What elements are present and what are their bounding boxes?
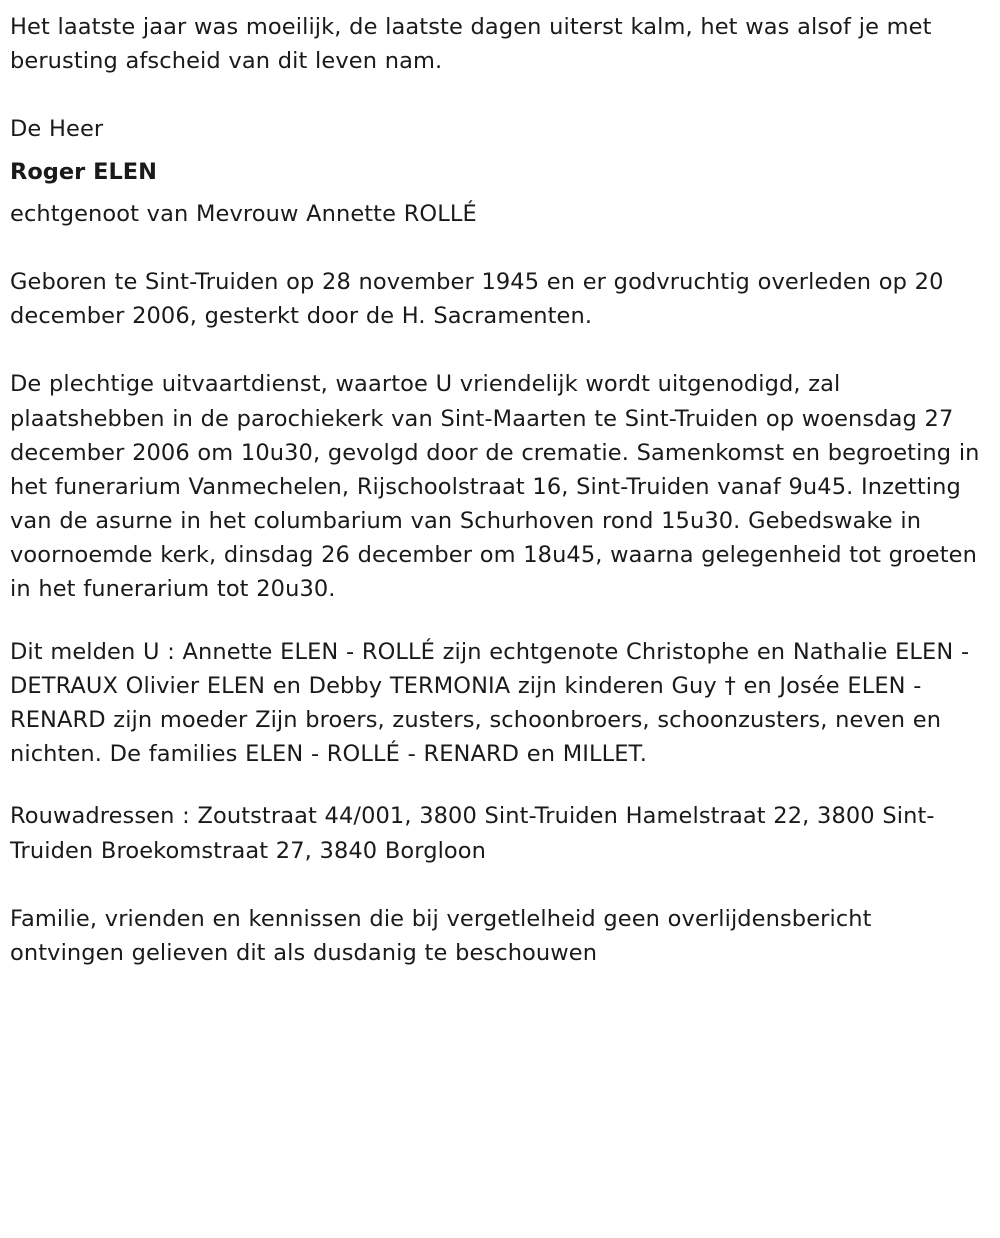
spacer (10, 333, 984, 367)
birth-death-paragraph: Geboren te Sint-Truiden op 28 november 1945 en er godvruchtig overleden op 20 december 2006, gesterkt door de H. Sacramenten. (10, 268, 944, 330)
deceased-name: Roger ELEN (10, 158, 157, 185)
spouse-line: echtgenoot van Mevrouw Annette ROLLÉ (10, 200, 477, 227)
spacer (10, 189, 984, 197)
intro-paragraph: Het laatste jaar was moeilijk, de laatste dagen uiterst kalm, het was alsof je met berusting afscheid van dit leven nam. (10, 14, 932, 75)
spacer (10, 868, 984, 902)
spacer (10, 771, 984, 799)
service-details-paragraph: De plechtige uitvaartdienst, waartoe U vriendelijk wordt uitgenodigd, zal plaatshebben in de parochiekerk van Sint-Maarten te Sint-Truiden op woensdag 27 december 2006 om 10u30, gevolgd door de crematie. Samenkomst en begroeting in het funerarium Vanmechelen, Rijschoolstraat 16, Sint-Truiden vanaf 9u45. Inzetting van de asurne in het columbarium van Schurhoven rond 15u30. Gebedswake in voornoemde kerk, dinsdag 26 december om 18u45, waarna gelegenheid tot groeten in het funerarium tot 20u30. (10, 371, 980, 603)
spacer (10, 231, 984, 265)
spacer (10, 78, 984, 112)
mourning-addresses-paragraph: Rouwadressen : Zoutstraat 44/001, 3800 Sint-Truiden Hamelstraat 22, 3800 Sint-Truiden Broekomstraat 27, 3840 Borgloon (10, 803, 935, 864)
closing-note-paragraph: Familie, vrienden en kennissen die bij vergetlelheid geen overlijdensbericht ontvingen gelieven dit als dusdanig te beschouwen (10, 905, 872, 966)
family-announcement-paragraph: Dit melden U : Annette ELEN - ROLLÉ zijn echtgenote Christophe en Nathalie ELEN - DETRAUX Olivier ELEN en Debby TERMONIA zijn kinderen Guy † en Josée ELEN - RENARD zijn moeder Zijn broers, zusters, schoonbroers, schoonzusters, neven en nichten. De families ELEN - ROLLÉ - RENARD en MILLET. (10, 638, 970, 768)
spacer (10, 607, 984, 635)
salutation-line: De Heer (10, 116, 104, 143)
spacer (10, 147, 984, 155)
